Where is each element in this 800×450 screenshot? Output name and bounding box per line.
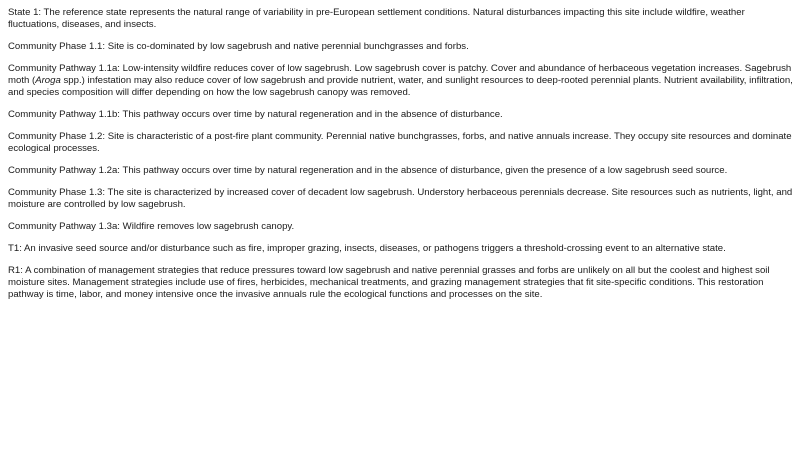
community-phase-1-3-paragraph: Community Phase 1.3: The site is characterized by increased cover of decadent low sagebrush. Understory herbaceous perennials decrease. Site resources such as nutrients, light, and moisture are controlled by low sagebrush. xyxy=(8,187,793,210)
community-pathway-1-2a-paragraph: Community Pathway 1.2a: This pathway occurs over time by natural regeneration and in the absence of disturbance, given the presence of a low sagebrush seed source. xyxy=(8,165,728,176)
community-pathway-1-1b-paragraph: Community Pathway 1.1b: This pathway occurs over time by natural regeneration and in the absence of disturbance. xyxy=(8,109,503,120)
community-pathway-1-1a-paragraph xyxy=(8,63,794,99)
transition-t1-paragraph: T1: An invasive seed source and/or disturbance such as fire, improper grazing, insects, diseases, or pathogens triggers a threshold-crossing event to an alternative state. xyxy=(8,243,726,254)
community-pathway-1-3a-paragraph: Community Pathway 1.3a: Wildfire removes low sagebrush canopy. xyxy=(8,221,295,232)
state-1-paragraph: State 1: The reference state represents the natural range of variability in pre-European settlement conditions. Natural disturbances impacting this site include wildfire, weather fluctuations, diseases, and insects. xyxy=(8,7,745,30)
community-phase-1-2-paragraph: Community Phase 1.2: Site is characteristic of a post-fire plant community. Perennial native bunchgrasses, forbs, and native annuals increase. They occupy site resources and dominate ecological processes. xyxy=(8,131,792,154)
document-body xyxy=(8,7,794,311)
pathway-1-1a-text-start: Community Pathway 1.1a: Low-intensity wildfire reduces cover of low sagebrush. Low sagebrush cover is patchy. Cover and abundance of herbaceous vegetation increases. Sagebrush moth ( xyxy=(8,63,792,86)
restoration-r1-paragraph: R1: A combination of management strategies that reduce pressures toward low sagebrush and native perennial grasses and forbs are unlikely on all but the coolest and highest soil moisture sites. Management strategies include use of fires, herbicides, mechanical treatments, and grazing management strategies that fit site-specific conditions. This restoration pathway is time, labor, and money intensive once the invasive annuals rule the ecological functions and processes on the site. xyxy=(8,265,770,300)
aroga-genus-name: Aroga xyxy=(35,75,61,86)
pathway-1-1a-text-end: spp.) infestation may also reduce cover of low sagebrush and provide nutrient, water, and sunlight resources to deep-rooted perennial plants. Nutrient availability, infiltration, and species composition will differ depending on how the low sagebrush canopy was removed. xyxy=(8,75,793,98)
community-phase-1-1-paragraph: Community Phase 1.1: Site is co-dominated by low sagebrush and native perennial bunchgrasses and forbs. xyxy=(8,41,469,52)
